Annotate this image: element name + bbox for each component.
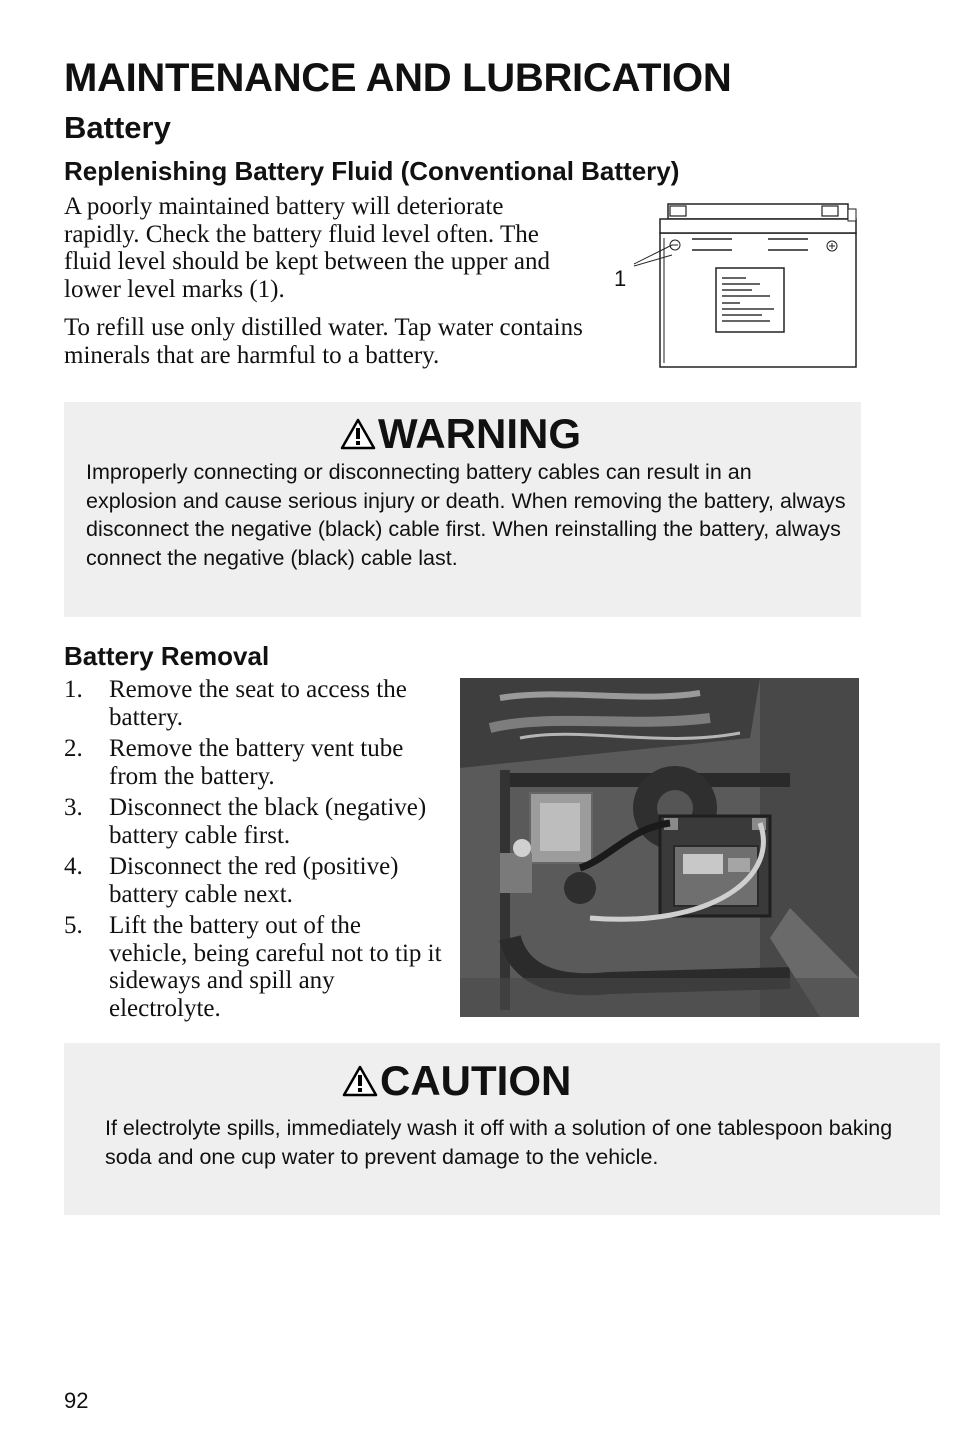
battery-removal-heading: Battery Removal xyxy=(64,641,270,671)
step-text: Remove the battery vent tube from the battery. xyxy=(109,735,404,790)
section-heading: Battery xyxy=(64,110,171,145)
removal-steps-list xyxy=(64,676,444,1026)
step-number: 3. xyxy=(64,794,83,821)
step-number: 1. xyxy=(64,676,83,703)
page-title: MAINTENANCE AND LUBRICATION xyxy=(64,56,732,100)
intro-paragraph-2: To refill use only distilled water. Tap water contains minerals that are harmful to a battery. xyxy=(64,314,583,369)
caution-title xyxy=(342,1057,571,1105)
page-number: 92 xyxy=(64,1388,89,1413)
list-item xyxy=(64,794,444,849)
caution-box xyxy=(64,1043,940,1215)
battery-compartment-photo xyxy=(460,678,859,1017)
step-text: Disconnect the red (positive) battery cable next. xyxy=(109,853,399,908)
step-number: 4. xyxy=(64,853,83,880)
caution-text: If electrolyte spills, immediately wash it off with a solution of one tablespoon baking soda and one cup water to prevent damage to the vehicle. xyxy=(105,1116,893,1169)
caution-title-text: CAUTION xyxy=(380,1057,572,1104)
list-item xyxy=(64,912,444,1022)
warning-triangle-icon xyxy=(342,1065,378,1097)
list-item xyxy=(64,853,444,908)
battery-diagram xyxy=(610,200,862,372)
intro-paragraph-1: A poorly maintained battery will deteriorate rapidly. Check the battery fluid level often. The fluid level should be kept between the upper and lower level marks (1). xyxy=(64,193,550,303)
warning-text: Improperly connecting or disconnecting battery cables can result in an explosion and cause serious injury or death. When removing the battery, always disconnect the negative (black) cable first. When reinstalling the battery, always connect the negative (black) cable last. xyxy=(86,460,846,570)
diagram-callout-label: 1 xyxy=(614,266,627,291)
step-text: Remove the seat to access the battery. xyxy=(109,676,407,731)
step-number: 5. xyxy=(64,912,83,939)
warning-triangle-icon xyxy=(340,418,376,450)
warning-box xyxy=(64,402,861,617)
step-number: 2. xyxy=(64,735,83,762)
list-item xyxy=(64,735,444,790)
subsection-heading: Replenishing Battery Fluid (Conventional Battery) xyxy=(64,156,680,186)
step-text: Lift the battery out of the vehicle, being careful not to tip it sideways and spill any electrolyte. xyxy=(109,912,442,1022)
list-item xyxy=(64,676,444,731)
warning-title-text: WARNING xyxy=(378,410,581,457)
step-text: Disconnect the black (negative) battery cable first. xyxy=(109,794,427,849)
warning-title xyxy=(340,410,581,458)
